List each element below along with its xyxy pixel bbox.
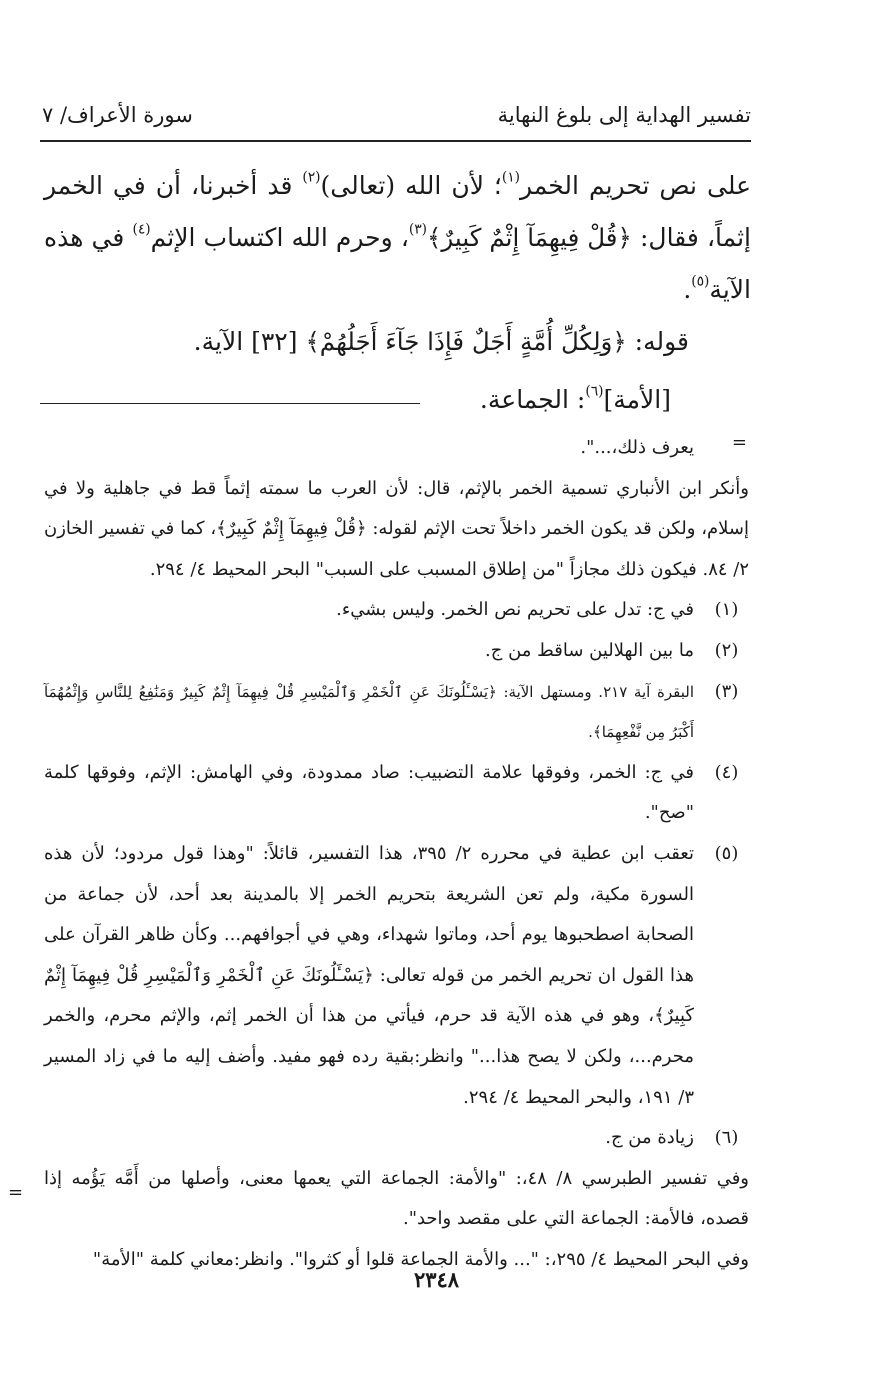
footnote-number: (١) (714, 599, 739, 621)
running-header-surah: سورة الأعراف/ ٧ (42, 103, 193, 127)
footnote-tail-1: وفي تفسير الطبرسي ٨/ ٤٨،: "والأمة: الجماعة التي يعمها معنى، وأصلها من أَمَّه يَؤُمه إذا قصده، فالأمة: الجماعة التي على مقصد واحد". (44, 1167, 749, 1230)
footnote-separator (40, 403, 420, 404)
main-text-run: [٣٢] الآية. (193, 327, 306, 356)
footnote-1 (44, 590, 749, 631)
footnote-text: زيادة من ج. (605, 1127, 694, 1149)
footnote-number: (٦) (714, 1127, 739, 1149)
footnote-continuation-paragraph: وأنكر ابن الأنباري تسمية الخمر بالإثم، قال: لأن العرب ما سمته إثماً قط في جاهلية ولا في إسلام، ولكن قد يكون الخمر داخلاً تحت الإثم لقوله: ﴿قُلْ فِيهِمَآ إِثْمٌ كَبِيرٌ﴾، كما في تفسير الخازن ٢/ ٨٤. فيكون ذلك مجازاً "من إطلاق المسبب على السبب" البحر المحيط ٤/ ٢٩٤. (44, 477, 749, 580)
main-text-run: ، وحرم الله اكتساب الإثم (150, 223, 409, 252)
footnote-number: (٥) (714, 842, 739, 864)
main-text-run: على نص تحريم الخمر (520, 171, 752, 200)
header-rule (40, 140, 751, 142)
main-text-run: في هذه الآية (44, 223, 751, 304)
footnote-2 (44, 631, 749, 672)
continuation-mark-end: = (8, 1182, 24, 1203)
footnote-text: ما بين الهلالين ساقط من ج. (485, 639, 694, 661)
footnote-text: في ج: الخمر، وفوقها علامة التضبيب: صاد ممدودة، وفي الهامش: الإثم، وفوقها كلمة "صح". (44, 761, 694, 824)
main-text-run: [الأمة] (603, 385, 671, 414)
quran-verse: ﴿وَلِكُلِّ أُمَّةٍ أَجَلٌ فَإِذَا جَآءَ أَجَلُهُمْ﴾ (305, 327, 627, 356)
footnote-6 (44, 1118, 749, 1159)
continuation-mark: = (731, 432, 747, 453)
footnote-ref-2[interactable]: (٢) (302, 169, 321, 186)
main-text-run: : الجماعة. (479, 385, 586, 414)
main-paragraph-3 (44, 374, 751, 426)
footnote-number: (٢) (714, 639, 739, 661)
footnote-3 (44, 672, 749, 753)
footnotes (44, 428, 749, 1280)
footnote-text: البقرة آية ٢١٧. ومستهل الآية: ﴿يَسْـَٔلُونَكَ عَنِ ٱلْخَمْرِ وَٱلْمَيْسِرِ قُلْ فِيهِمَآ إِثْمٌ كَبِيرٌ وَمَنَٰفِعُ لِلنَّاسِ وَإِثْمُهُمَآ أَكْبَرُ مِن نَّفْعِهِمَا﴾. (44, 682, 694, 742)
footnote-ref-6[interactable]: (٦) (585, 383, 604, 400)
main-paragraph-2 (44, 316, 751, 368)
quran-verse: ﴿قُلْ فِيهِمَآ إِثْمٌ كَبِيرٌ﴾ (427, 223, 632, 252)
main-text-run: (تعالى) (320, 171, 396, 200)
main-text-run: قوله: (626, 327, 689, 356)
main-text-run: ؛ لأن الله (395, 171, 502, 200)
main-text (44, 160, 751, 426)
footnote-number: (٣) (714, 680, 739, 702)
main-text-run: قد أخبرنا، أن في الخمر إثماً، فقال: (44, 171, 751, 252)
footnote-ref-3[interactable]: (٣) (408, 221, 428, 238)
footnote-ref-4[interactable]: (٤) (132, 221, 151, 238)
footnote-4 (44, 753, 749, 834)
footnote-text: تعقب ابن عطية في محرره ٢/ ٣٩٥، هذا التفسير، قائلاً: "وهذا قول مردود؛ لأن هذه السورة مكية، ولم تعن الشريعة بتحريم الخمر إلا بالمدينة بعد أحد، لأن جماعة من الصحابة اصطحبوها يوم أحد، وماتوا شهداء، وهي في أجوافهم... وكأن ظاهر القرآن على هذا القول ان تحريم الخمر من قوله تعالى: ﴿يَسْـَٔلُونَكَ عَنِ ٱلْخَمْرِ وَٱلْمَيْسِرِ قُلْ فِيهِمَآ إِثْمٌ كَبِيرٌ﴾، وهو في هذه الآية قد حرم، فيأتي من هذا أن الخمر إثم، والإثم محرم، والخمر محرم...، ولكن لا يصح هذا..." وانظر:بقية رده فهو مفيد. وأضف إليه ما في زاد المسير ٣/ ١٩١، والبحر المحيط ٤/ ٢٩٤. (44, 842, 694, 1108)
page-number: ٢٣٤٨ (413, 1267, 460, 1292)
footnote-number: (٤) (714, 761, 739, 783)
running-header-title: تفسير الهداية إلى بلوغ النهاية (497, 103, 751, 127)
footnote-ref-1[interactable]: (١) (501, 169, 521, 186)
main-text-run: . (683, 275, 692, 304)
footnote-text: في ج: تدل على تحريم نص الخمر. وليس بشيء. (336, 599, 694, 621)
footnote-5 (44, 834, 749, 1118)
footnote-tail-2: وفي البحر المحيط ٤/ ٢٩٥،: "... والأمة الجماعة قلوا أو كثروا". وانظر:معاني كلمة "الأمة" (92, 1248, 749, 1270)
footnote-continuation: يعرف ذلك،...". (580, 437, 694, 458)
main-paragraph-1 (44, 160, 751, 316)
footnote-ref-5[interactable]: (٥) (691, 273, 710, 290)
